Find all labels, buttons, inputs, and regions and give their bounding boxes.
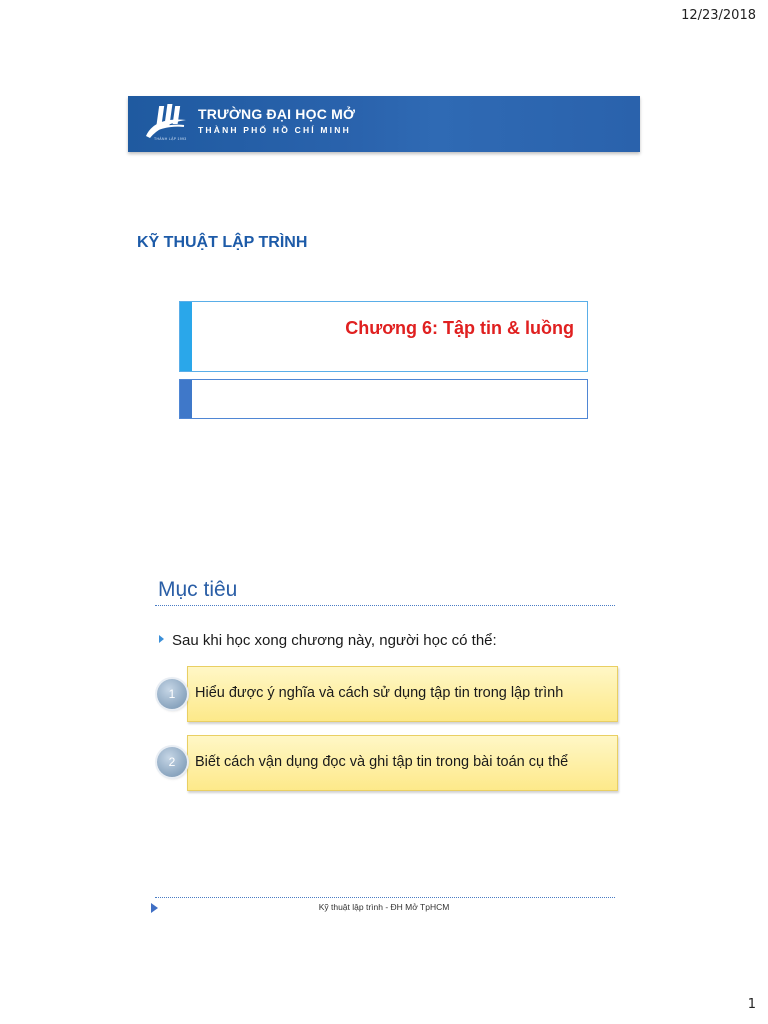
footer-divider — [155, 897, 615, 898]
chapter-subtitle-box — [179, 379, 588, 419]
goal-number-badge: 2 — [157, 747, 187, 777]
university-city: THÀNH PHỐ HỒ CHÍ MINH — [198, 125, 351, 135]
logo-caption: THÀNH LẬP 1993 — [154, 137, 187, 141]
course-title: KỸ THUẬT LẬP TRÌNH — [137, 234, 308, 251]
goal-text: Hiểu được ý nghĩa và cách sử dụng tập tin trong lập trình — [195, 685, 564, 701]
chapter-title: Chương 6: Tập tin & luồng — [345, 318, 574, 338]
objectives-intro — [159, 632, 497, 649]
slide-footer: Kỹ thuật lập trình - ĐH Mở TpHCM — [318, 902, 450, 912]
heading-divider — [155, 605, 615, 606]
university-name: TRƯỜNG ĐẠI HỌC MỞ — [198, 106, 356, 122]
subtitle-accent-bar — [180, 380, 192, 418]
page-number: 1 — [747, 997, 756, 1012]
goal-card-2 — [187, 735, 618, 791]
goal-card-1 — [187, 666, 618, 722]
print-date: 12/23/2018 — [681, 8, 756, 23]
goal-text: Biết cách vận dụng đọc và ghi tập tin trong bài toán cụ thể — [195, 754, 569, 770]
chapter-title-box — [179, 301, 588, 372]
university-banner — [128, 96, 640, 152]
bullet-arrow-icon — [159, 635, 164, 643]
objectives-heading: Mục tiêu — [158, 578, 238, 601]
intro-text: Sau khi học xong chương này, người học có thể: — [172, 632, 497, 649]
goal-number-badge: 1 — [157, 679, 187, 709]
chapter-accent-bar — [180, 302, 192, 371]
